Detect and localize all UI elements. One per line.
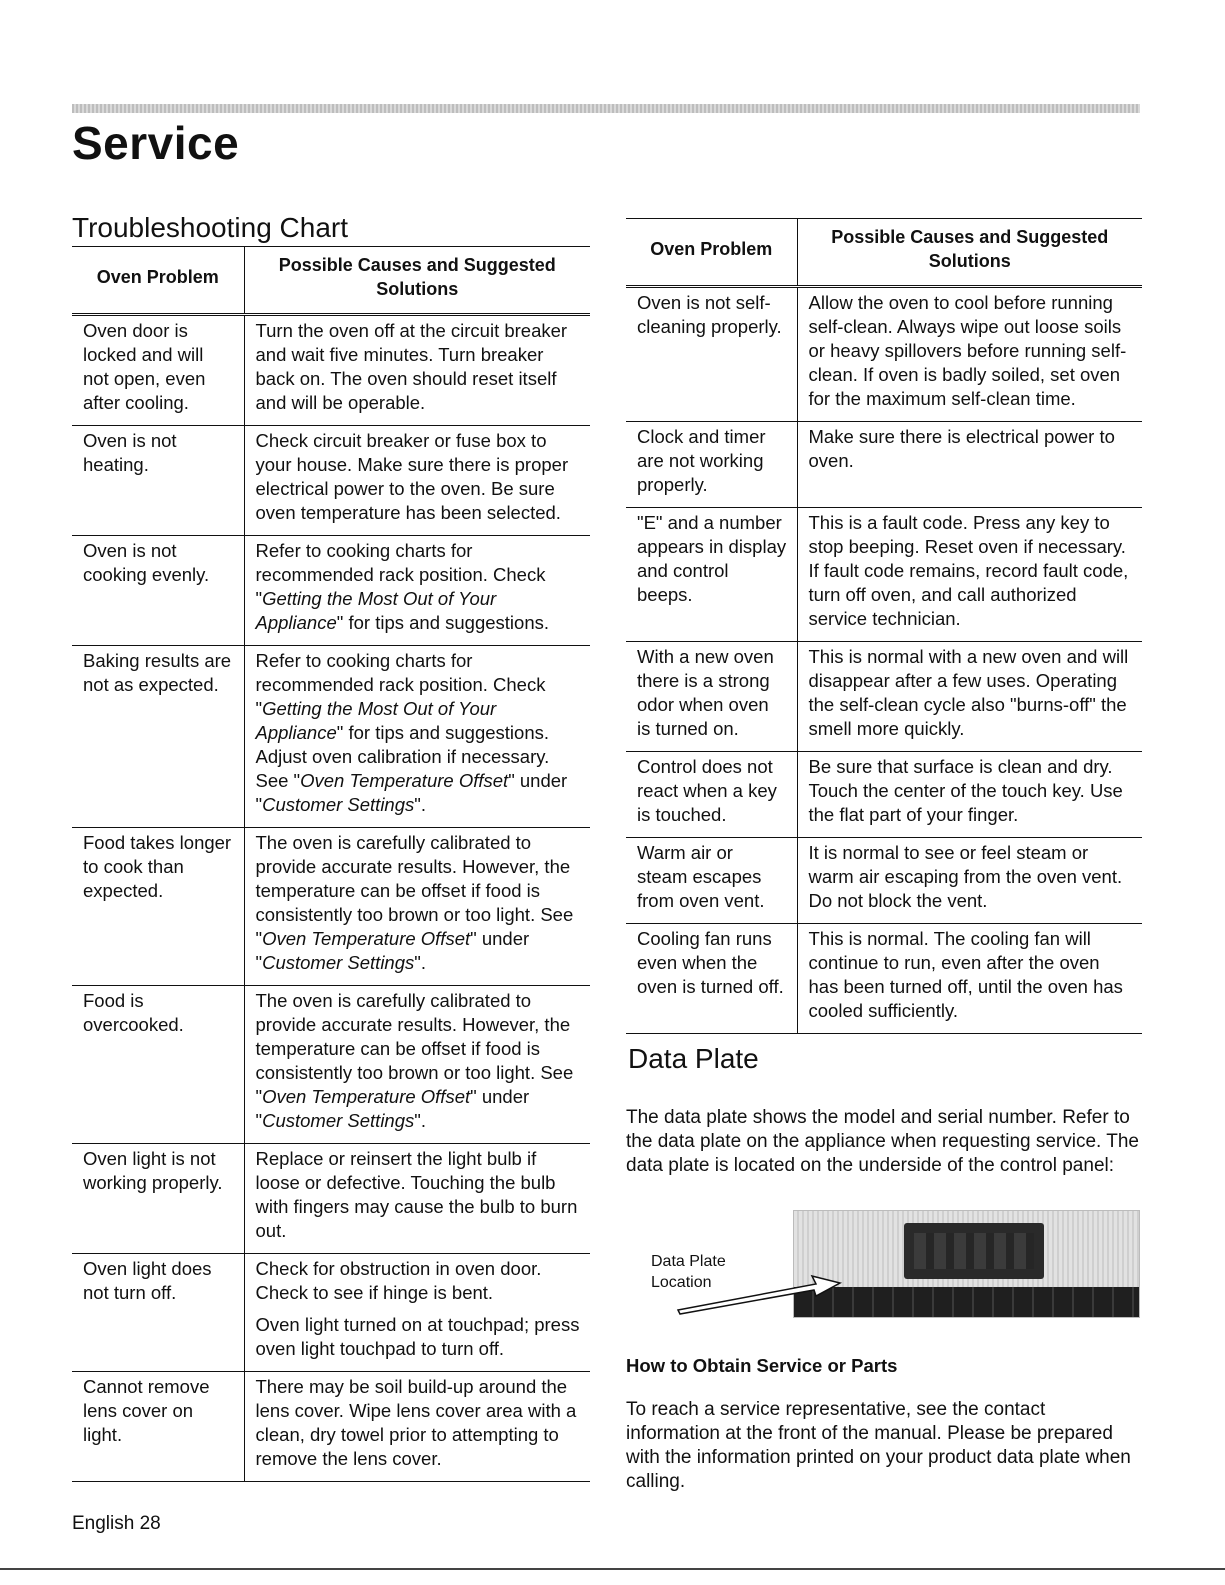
solution-text: " for tips and suggestions. Adjust oven calibration if necessary. See "	[255, 722, 550, 791]
header-rule	[72, 104, 1140, 113]
problem-cell: Warm air or steam escapes from oven vent.	[626, 838, 797, 924]
table-row	[72, 986, 590, 1144]
service-parts-heading: How to Obtain Service or Parts	[626, 1355, 898, 1376]
solution-paragraph	[809, 425, 1133, 473]
troubleshooting-table-left	[72, 246, 590, 1482]
solution-cell	[244, 426, 590, 536]
solution-text: Turn the oven off at the circuit breaker and wait five minutes. Turn breaker back on. The oven should reset itself and will be operable.	[255, 320, 568, 413]
solution-cell	[797, 838, 1142, 924]
problem-cell: Cooling fan runs even when the oven is turned off.	[626, 924, 797, 1034]
problem-cell: Baking results are not as expected.	[72, 646, 244, 828]
data-plate-heading: Data Plate	[628, 1043, 759, 1074]
solution-text: Replace or reinsert the light bulb if loose or defective. Touching the bulb with fingers may cause the bulb to burn out.	[255, 1148, 578, 1241]
footer-rule	[0, 1568, 1225, 1570]
solution-text: " for tips and suggestions.	[336, 612, 550, 633]
table-row	[626, 838, 1142, 924]
solution-text: There may be soil build-up around the lens cover. Wipe lens cover area with a clean, dry towel prior to attempting to remove the lens cover.	[255, 1376, 577, 1469]
solution-cell	[797, 422, 1142, 508]
solution-paragraph	[256, 319, 581, 415]
table-row	[72, 1372, 590, 1482]
solution-cell	[244, 828, 590, 986]
column-header-problem: Oven Problem	[72, 247, 244, 315]
solution-text: " under "	[255, 770, 568, 815]
solution-text: ".	[414, 952, 426, 973]
solution-paragraph	[256, 649, 581, 817]
solution-text: Check for obstruction in oven door. Check to see if hinge is bent.	[255, 1258, 542, 1303]
data-plate-figure	[648, 1210, 1138, 1320]
table-row	[72, 1144, 590, 1254]
problem-cell: "E" and a number appears in display and control beeps.	[626, 508, 797, 642]
control-panel-display	[904, 1223, 1044, 1279]
solution-cell	[797, 287, 1142, 422]
solution-paragraph	[809, 927, 1133, 1023]
troubleshooting-table-right	[626, 218, 1142, 1034]
problem-cell: Oven is not cooking evenly.	[72, 536, 244, 646]
table-row	[626, 422, 1142, 508]
troubleshooting-heading: Troubleshooting Chart	[72, 212, 349, 243]
column-header-solution: Possible Causes and Suggested Solutions	[244, 247, 590, 315]
service-parts-text: To reach a service representative, see the contact information at the front of the manual. Please be prepared with the information printed on your product data plate when calling.	[626, 1399, 1131, 1492]
reference-title: Oven Temperature Offset	[262, 928, 471, 949]
table-header-row	[72, 247, 590, 315]
solution-cell	[244, 1372, 590, 1482]
table-header-row	[626, 219, 1142, 287]
solution-text: " under "	[255, 1086, 530, 1131]
solution-text: ".	[414, 794, 426, 815]
solution-paragraph	[256, 1375, 581, 1471]
reference-title: Getting the Most Out of Your Appliance	[255, 698, 497, 743]
table-row	[72, 315, 590, 426]
solution-paragraph	[256, 429, 581, 525]
table-row	[626, 642, 1142, 752]
solution-cell	[797, 924, 1142, 1034]
solution-text: Make sure there is electrical power to oven.	[808, 426, 1115, 471]
problem-cell: Clock and timer are not working properly.	[626, 422, 797, 508]
solution-text: This is a fault code. Press any key to stop beeping. Reset oven if necessary. If fault code remains, record fault code, turn off oven, and call authorized service technician.	[808, 512, 1129, 629]
reference-title: Customer Settings	[262, 794, 415, 815]
solution-paragraph	[256, 831, 581, 975]
solution-text: The oven is carefully calibrated to provide accurate results. However, the temperature can be offset if food is consistently too brown or too light. See "	[255, 990, 574, 1107]
solution-paragraph	[256, 539, 581, 635]
solution-text: Refer to cooking charts for recommended rack position. Check "	[255, 650, 546, 719]
page-title: Service	[72, 117, 240, 169]
table-row	[626, 508, 1142, 642]
solution-paragraph	[256, 989, 581, 1133]
solution-paragraph	[809, 755, 1133, 827]
solution-text: This is normal with a new oven and will disappear after a few uses. Operating the self-clean cycle also "burns-off" the smell more quickly.	[808, 646, 1129, 739]
solution-text: The oven is carefully calibrated to provide accurate results. However, the temperature can be offset if food is consistently too brown or too light. See "	[255, 832, 574, 949]
table-row	[626, 287, 1142, 422]
reference-title: Oven Temperature Offset	[300, 770, 509, 791]
troubleshooting-rows-left	[72, 315, 590, 1482]
solution-text: ".	[414, 1110, 426, 1131]
solution-text: " under "	[255, 928, 530, 973]
solution-paragraph	[809, 645, 1133, 741]
solution-paragraph	[256, 1147, 581, 1243]
problem-cell: Food takes longer to cook than expected.	[72, 828, 244, 986]
solution-paragraph	[256, 1257, 581, 1305]
solution-cell	[244, 646, 590, 828]
reference-title: Customer Settings	[262, 1110, 415, 1131]
solution-cell	[797, 508, 1142, 642]
table-row	[72, 646, 590, 828]
solution-paragraph	[809, 291, 1133, 411]
problem-cell: With a new oven there is a strong odor when oven is turned on.	[626, 642, 797, 752]
solution-text: This is normal. The cooling fan will continue to run, even after the oven has been turned off, until the oven has cooled sufficiently.	[808, 928, 1123, 1021]
reference-title: Customer Settings	[262, 952, 415, 973]
solution-cell	[244, 986, 590, 1144]
reference-title: Oven Temperature Offset	[262, 1086, 471, 1107]
problem-cell: Oven light does not turn off.	[72, 1254, 244, 1372]
column-header-problem: Oven Problem	[626, 219, 797, 287]
solution-text: Be sure that surface is clean and dry. Touch the center of the touch key. Use the flat part of your finger.	[808, 756, 1123, 825]
solution-cell	[244, 1254, 590, 1372]
table-row	[72, 1254, 590, 1372]
solution-paragraph	[809, 511, 1133, 631]
problem-cell: Oven light is not working properly.	[72, 1144, 244, 1254]
solution-cell	[244, 315, 590, 426]
problem-cell: Oven is not heating.	[72, 426, 244, 536]
problem-cell: Cannot remove lens cover on light.	[72, 1372, 244, 1482]
table-row	[626, 752, 1142, 838]
solution-cell	[797, 752, 1142, 838]
problem-cell: Oven is not self-cleaning properly.	[626, 287, 797, 422]
figure-label-line: Data Plate	[651, 1253, 726, 1270]
table-row	[72, 828, 590, 986]
solution-text: Refer to cooking charts for recommended rack position. Check "	[255, 540, 546, 609]
data-plate-location-label	[651, 1251, 726, 1293]
troubleshooting-rows-right	[626, 287, 1142, 1034]
solution-paragraph	[256, 1313, 581, 1361]
problem-cell: Oven door is locked and will not open, even after cooling.	[72, 315, 244, 426]
solution-cell	[244, 1144, 590, 1254]
problem-cell: Control does not react when a key is touched.	[626, 752, 797, 838]
reference-title: Getting the Most Out of Your Appliance	[255, 588, 497, 633]
column-header-solution: Possible Causes and Suggested Solutions	[797, 219, 1142, 287]
solution-text: Check circuit breaker or fuse box to your house. Make sure there is proper electrical power to the oven. Be sure oven temperature has been selected.	[255, 430, 569, 523]
problem-cell: Food is overcooked.	[72, 986, 244, 1144]
solution-text: Oven light turned on at touchpad; press oven light touchpad to turn off.	[255, 1314, 580, 1359]
table-row	[72, 536, 590, 646]
solution-text: Allow the oven to cool before running self-clean. Always wipe out loose soils or heavy spillovers before running self-clean. If oven is badly soiled, set oven for the maximum self-clean time.	[808, 292, 1127, 409]
table-row	[626, 924, 1142, 1034]
solution-cell	[244, 536, 590, 646]
page-footer: English 28	[72, 1513, 161, 1534]
solution-cell	[797, 642, 1142, 752]
solution-text: It is normal to see or feel steam or warm air escaping from the oven vent. Do not block the vent.	[808, 842, 1123, 911]
data-plate-text: The data plate shows the model and serial number. Refer to the data plate on the appliance when requesting service. The data plate is located on the underside of the control panel:	[626, 1107, 1139, 1176]
table-row	[72, 426, 590, 536]
figure-label-line: Location	[651, 1274, 712, 1291]
solution-paragraph	[809, 841, 1133, 913]
